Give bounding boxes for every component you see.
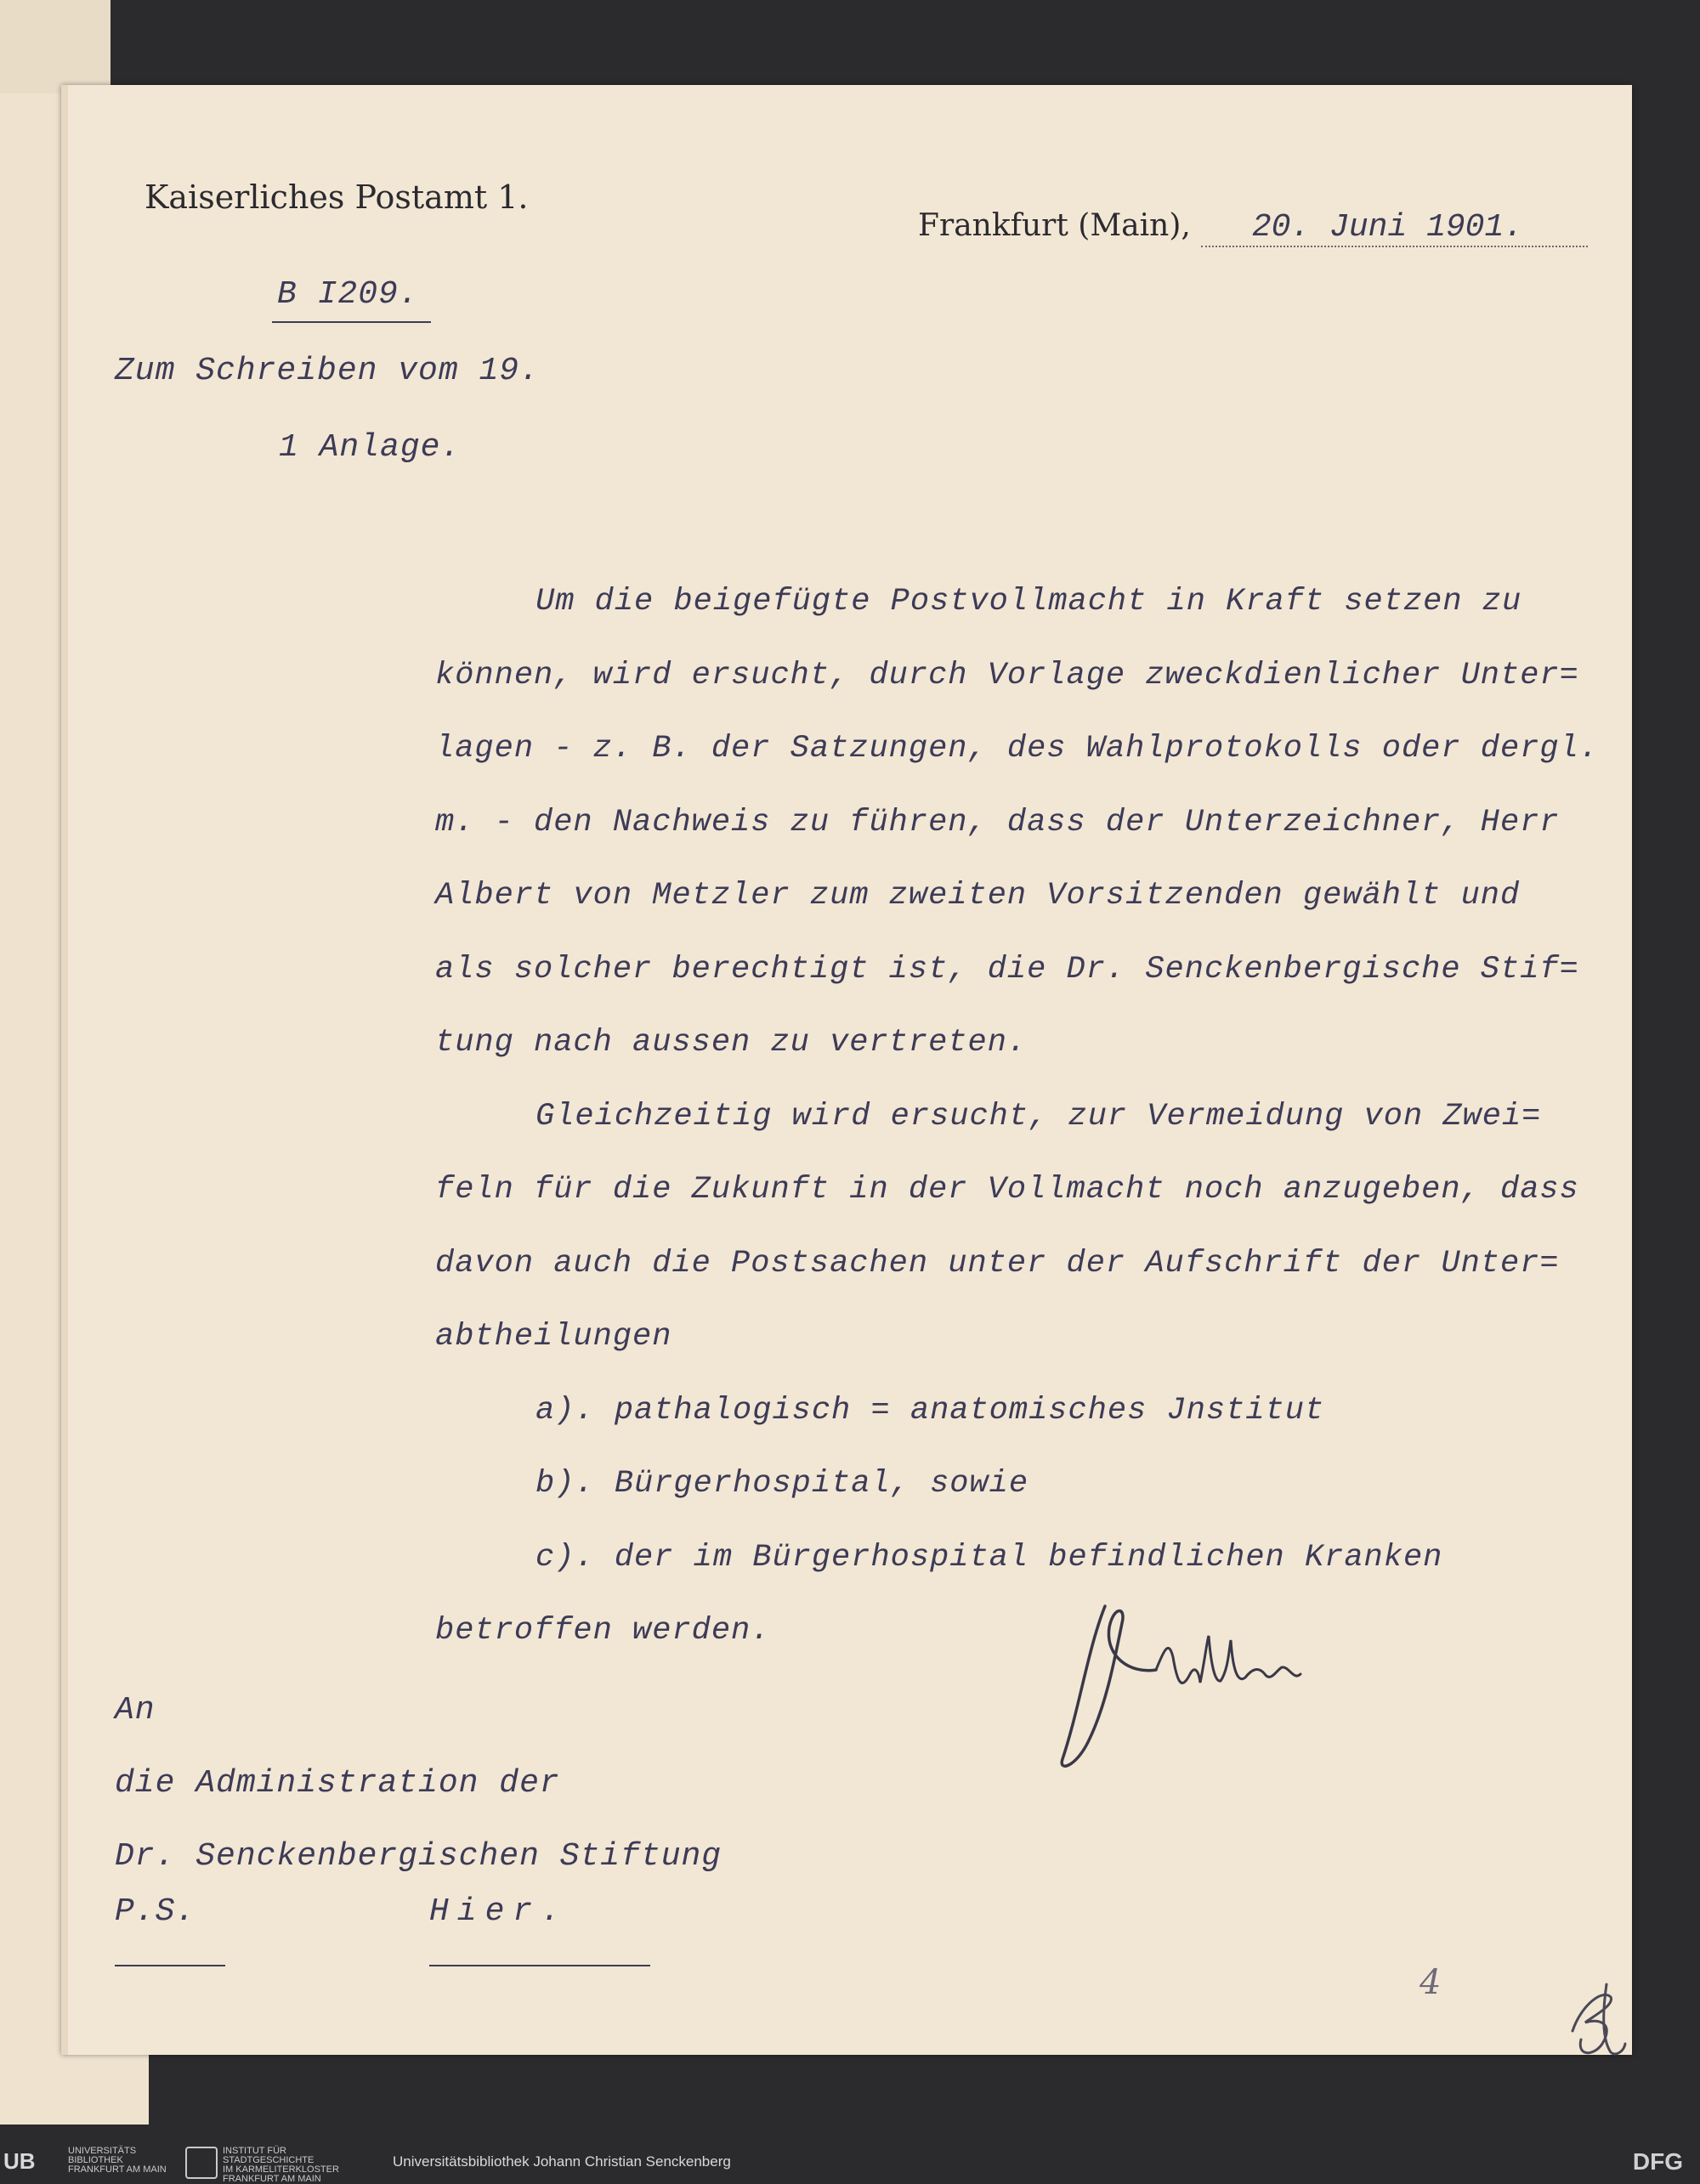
body-line: betroffen werden. xyxy=(435,1613,771,1649)
library-name: Universitätsbibliothek Johann Christian Senckenberg xyxy=(393,2153,731,2170)
ub-text-line: FRANKFURT AM MAIN xyxy=(68,2164,167,2175)
institute-text-line: STADTGESCHICHTE xyxy=(223,2155,314,2165)
institute-logo-icon xyxy=(185,2147,218,2179)
attachment-note: 1 Anlage. xyxy=(279,429,462,466)
body-line: können, wird ersucht, durch Vorlage zweckdienlicher Unter= xyxy=(435,657,1579,693)
list-item: a). pathalogisch = anatomisches Jnstitut xyxy=(536,1392,1325,1429)
ub-text xyxy=(68,2147,167,2175)
date: 20. Juni 1901. xyxy=(1201,209,1588,247)
body-line: davon auch die Postsachen unter der Aufschrift der Unter= xyxy=(435,1245,1560,1282)
place: Frankfurt (Main), xyxy=(918,208,1191,243)
letterhead: Kaiserliches Postamt 1. xyxy=(144,178,529,216)
list-item: c). der im Bürgerhospital befindlichen Kranken xyxy=(536,1539,1443,1576)
ub-text-line: UNIVERSITÄTS xyxy=(68,2146,137,2156)
list-item: b). Bürgerhospital, sowie xyxy=(536,1466,1029,1502)
page-number: 4 xyxy=(1420,1963,1442,2002)
place-date-line xyxy=(918,208,1588,247)
reference-number: B I209. xyxy=(272,276,431,323)
body-line: tung nach aussen zu vertreten. xyxy=(435,1025,1028,1061)
body-line: lagen - z. B. der Satzungen, des Wahlprotokolls oder dergl. xyxy=(435,731,1600,767)
addressee-line: die Administration der xyxy=(115,1765,560,1802)
body-line: Um die beigefügte Postvollmacht in Kraft setzen zu xyxy=(536,584,1522,620)
addressee-footer-line xyxy=(115,1893,722,1966)
body-line: Albert von Metzler zum zweiten Vorsitzenden gewählt und xyxy=(435,878,1521,914)
dfg-logo: DFG xyxy=(1632,2148,1683,2175)
letter-body xyxy=(435,565,1625,1668)
institute-text-line: IM KARMELITERKLOSTER xyxy=(223,2164,339,2175)
institute-text-line: INSTITUT FÜR xyxy=(223,2146,286,2156)
addressee-line: Dr. Senckenbergischen Stiftung xyxy=(115,1838,722,1875)
body-line: abtheilungen xyxy=(435,1319,672,1355)
footer-bar xyxy=(0,2142,1700,2184)
body-line: feln für die Zukunft in der Vollmacht noch anzugeben, dass xyxy=(435,1172,1579,1208)
ub-logo: UB xyxy=(3,2148,36,2174)
body-line: Gleichzeitig wird ersucht, zur Vermeidung von Zwei= xyxy=(536,1098,1542,1134)
ub-text-line: BIBLIOTHEK xyxy=(68,2155,123,2165)
body-line: m. - den Nachweis zu führen, dass der Unterzeichner, Herr xyxy=(435,804,1560,840)
ps-mark: P.S. xyxy=(115,1893,225,1966)
handwritten-signature xyxy=(1054,1589,1360,1785)
location: Hier. xyxy=(429,1893,650,1966)
institute-text xyxy=(223,2147,339,2184)
addressee-to: An xyxy=(115,1692,156,1729)
body-line: als solcher berechtigt ist, die Dr. Senckenbergische Stif= xyxy=(435,951,1579,987)
reply-reference: Zum Schreiben vom 19. xyxy=(115,353,540,389)
handwritten-initials xyxy=(1564,1972,1632,2065)
institute-text-line: FRANKFURT AM MAIN xyxy=(223,2174,321,2184)
sheet-edge xyxy=(61,85,68,2055)
addressee-block xyxy=(115,1674,722,1966)
